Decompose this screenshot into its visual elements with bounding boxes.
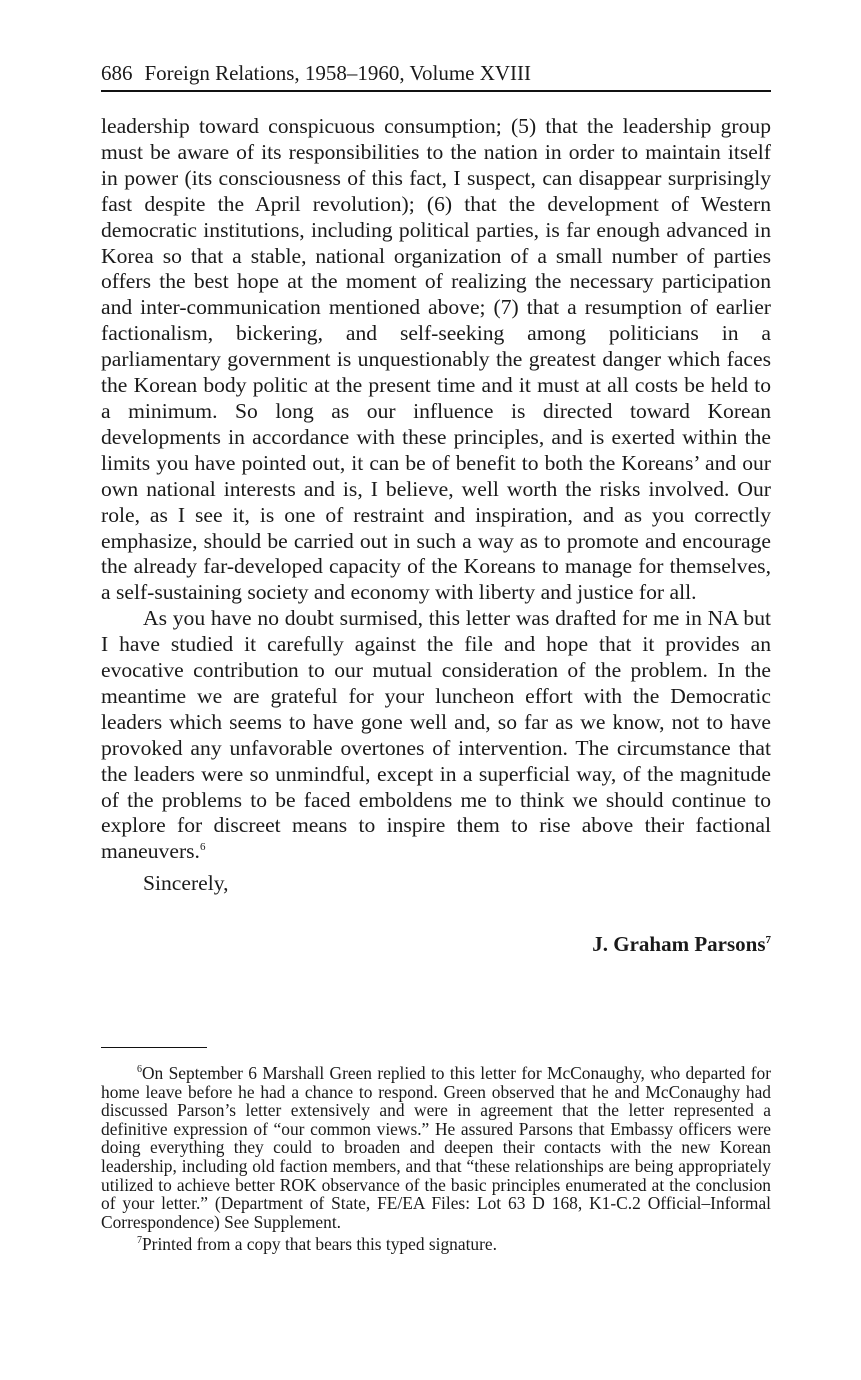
footnote-marker: 6 xyxy=(137,1064,142,1076)
footnote-marker: 7 xyxy=(137,1235,142,1247)
footnote-text: Printed from a copy that bears this typed signature. xyxy=(142,1234,497,1255)
footnote-6 xyxy=(101,1064,771,1231)
signature-name: J. Graham Parsons xyxy=(592,932,766,956)
running-header xyxy=(101,58,771,92)
letter-closing: Sincerely, xyxy=(143,871,229,896)
footnotes-section xyxy=(101,1064,771,1254)
footnote-ref-7[interactable]: 7 xyxy=(765,934,771,946)
body-paragraph-1: leadership toward conspicuous consumption; (5) that the leadership group must be aware of its responsibilities to the nation in order to maintain itself in power (its consciousness of this fact, I suspect, can disappear surprisingly fast despite the April revolution); (6) that the development of Western democratic institutions, including political parties, is far enough advanced in Korea so that a stable, national organization of a small number of parties offers the best hope at the moment of realizing the necessary participation and inter-communication mentioned above; (7) that a resumption of earlier factionalism, bickering, and self-seeking among politicians in a parliamentary government is unquestionably the greatest danger which faces the Korean body politic at the present time and it must at all costs be held to a minimum. So long as our influence is directed toward Korean developments in accordance with these principles, and is exerted within the limits you have pointed out, it can be of benefit to both the Koreans’ and our own national interests and is, I believe, well worth the risks involved. Our role, as I see it, is one of restraint and inspiration, and as you correctly emphasize, should be carried out in such a way as to promote and encourage the already far-developed capacity of the Koreans to manage for themselves, a self-sustaining society and economy with liberty and justice for all. xyxy=(101,114,771,605)
letter-body xyxy=(101,114,771,897)
body-paragraph-2 xyxy=(101,606,771,865)
footnote-divider xyxy=(101,1047,207,1048)
footnote-7 xyxy=(101,1235,771,1254)
body-paragraph-2-text: As you have no doubt surmised, this letter was drafted for me in NA but I have studied it carefully against the file and hope that it provides an evocative contribution to our mutual consideration of the problem. In the meantime we are grateful for your luncheon effort with the Democratic leaders which seems to have gone well and, so far as we know, not to have provoked any unfavorable overtones of intervention. The circumstance that the leaders were so unmindful, except in a superficial way, of the magnitude of the problems to be faced emboldens me to think we should continue to explore for discreet means to inspire them to rise above their factional maneuvers. xyxy=(101,606,771,864)
footnote-text: On September 6 Marshall Green replied to this letter for McConaughy, who departed for home leave before he had a chance to respond. Green observed that he and McConaughy had discussed Parson’s letter extensively and were in agreement that the letter represented a definitive expression of “our common views.” He assured Parsons that Embassy officers were doing everything they could to broaden and deepen their contacts with the new Korean leadership, including old faction members, and that “these relationships are being appropriately utilized to achieve better ROK observance of the basic principles enumerated at the conclusion of your letter.” (Department of State, FE/EA Files: Lot 63 D 168, K1-C.2 Official–Informal Correspondence) See Supplement. xyxy=(101,1063,771,1232)
footnote-ref-6[interactable]: 6 xyxy=(199,841,206,854)
signature-block xyxy=(592,932,771,957)
publication-title: Foreign Relations, 1958–1960, Volume XVIII xyxy=(144,61,532,85)
page-number: 686 xyxy=(101,61,133,85)
